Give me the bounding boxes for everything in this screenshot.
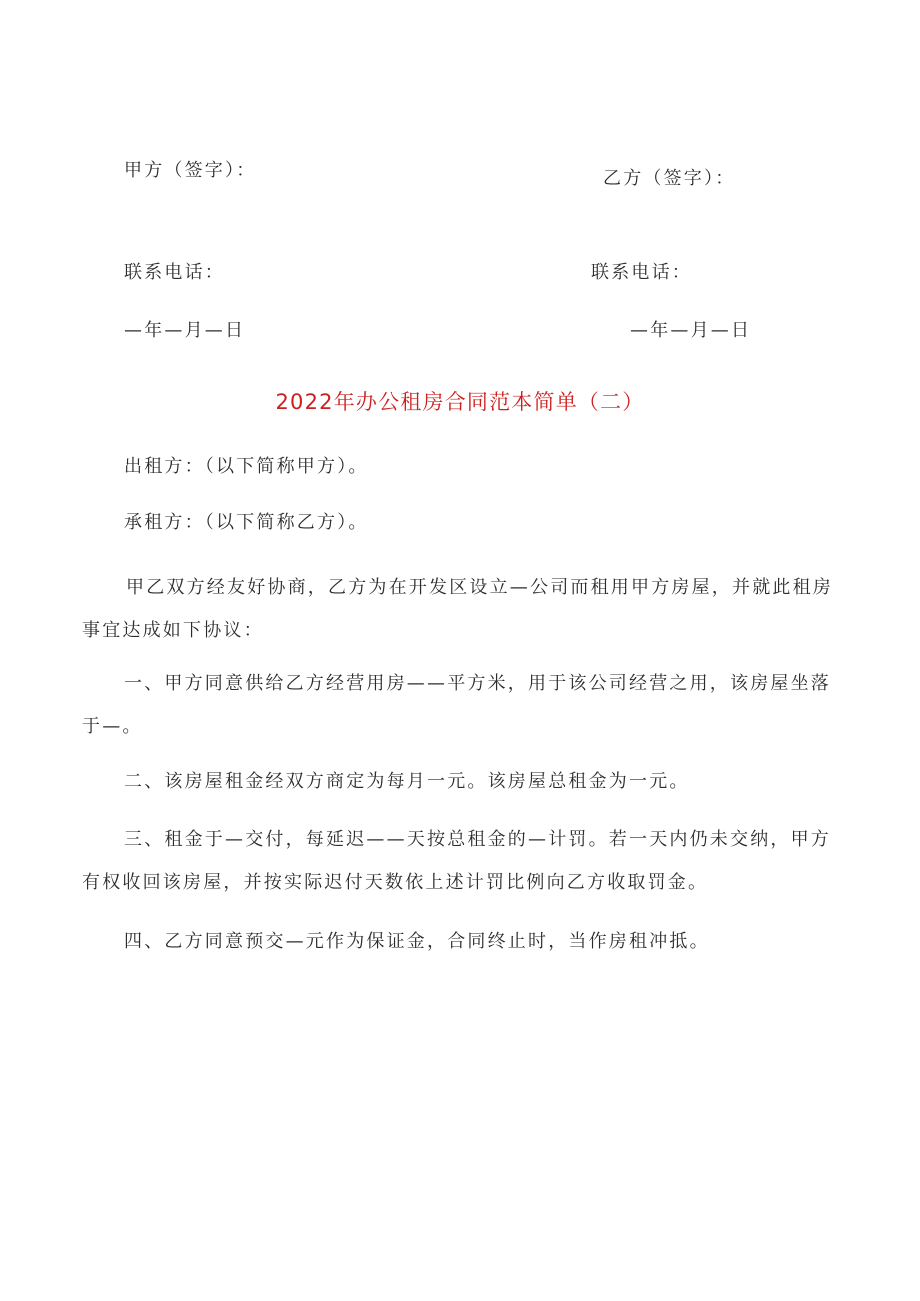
document-title: 2022年办公租房合同范本简单（二） [275, 390, 645, 414]
party-b-signature-label: 乙方（签字）： [603, 168, 736, 189]
intro-paragraph: 甲乙双方经友好协商，乙方为在开发区设立—公司而租用甲方房屋，并就此租房事宜达成如下协议： [82, 577, 833, 641]
clause-3-paragraph: 三、租金于—交付，每延迟——天按总租金的—计罚。若一天内仍未交纳，甲方有权收回该房屋，并按实际迟付天数依上述计罚比例向乙方收取罚金。 [82, 829, 831, 893]
party-a-signature-label: 甲方（签字）： [124, 160, 257, 181]
party-a-phone-label: 联系电话： [124, 262, 225, 283]
clause-1-paragraph: 一、甲方同意供给乙方经营用房——平方米，用于该公司经营之用，该房屋坐落于—。 [82, 673, 831, 737]
lessor-line: 出租方：（以下简称甲方）。 [124, 456, 369, 477]
party-b-phone-label: 联系电话： [591, 262, 692, 283]
clause-2-paragraph: 二、该房屋租金经双方商定为每月一元。该房屋总租金为一元。 [124, 771, 690, 792]
clause-4-paragraph: 四、乙方同意预交—元作为保证金，合同终止时，当作房租冲抵。 [124, 931, 710, 952]
lessee-line: 承租方：（以下简称乙方）。 [124, 512, 369, 533]
party-a-date: —年—月—日 [124, 320, 246, 341]
party-b-date: —年—月—日 [630, 320, 752, 341]
